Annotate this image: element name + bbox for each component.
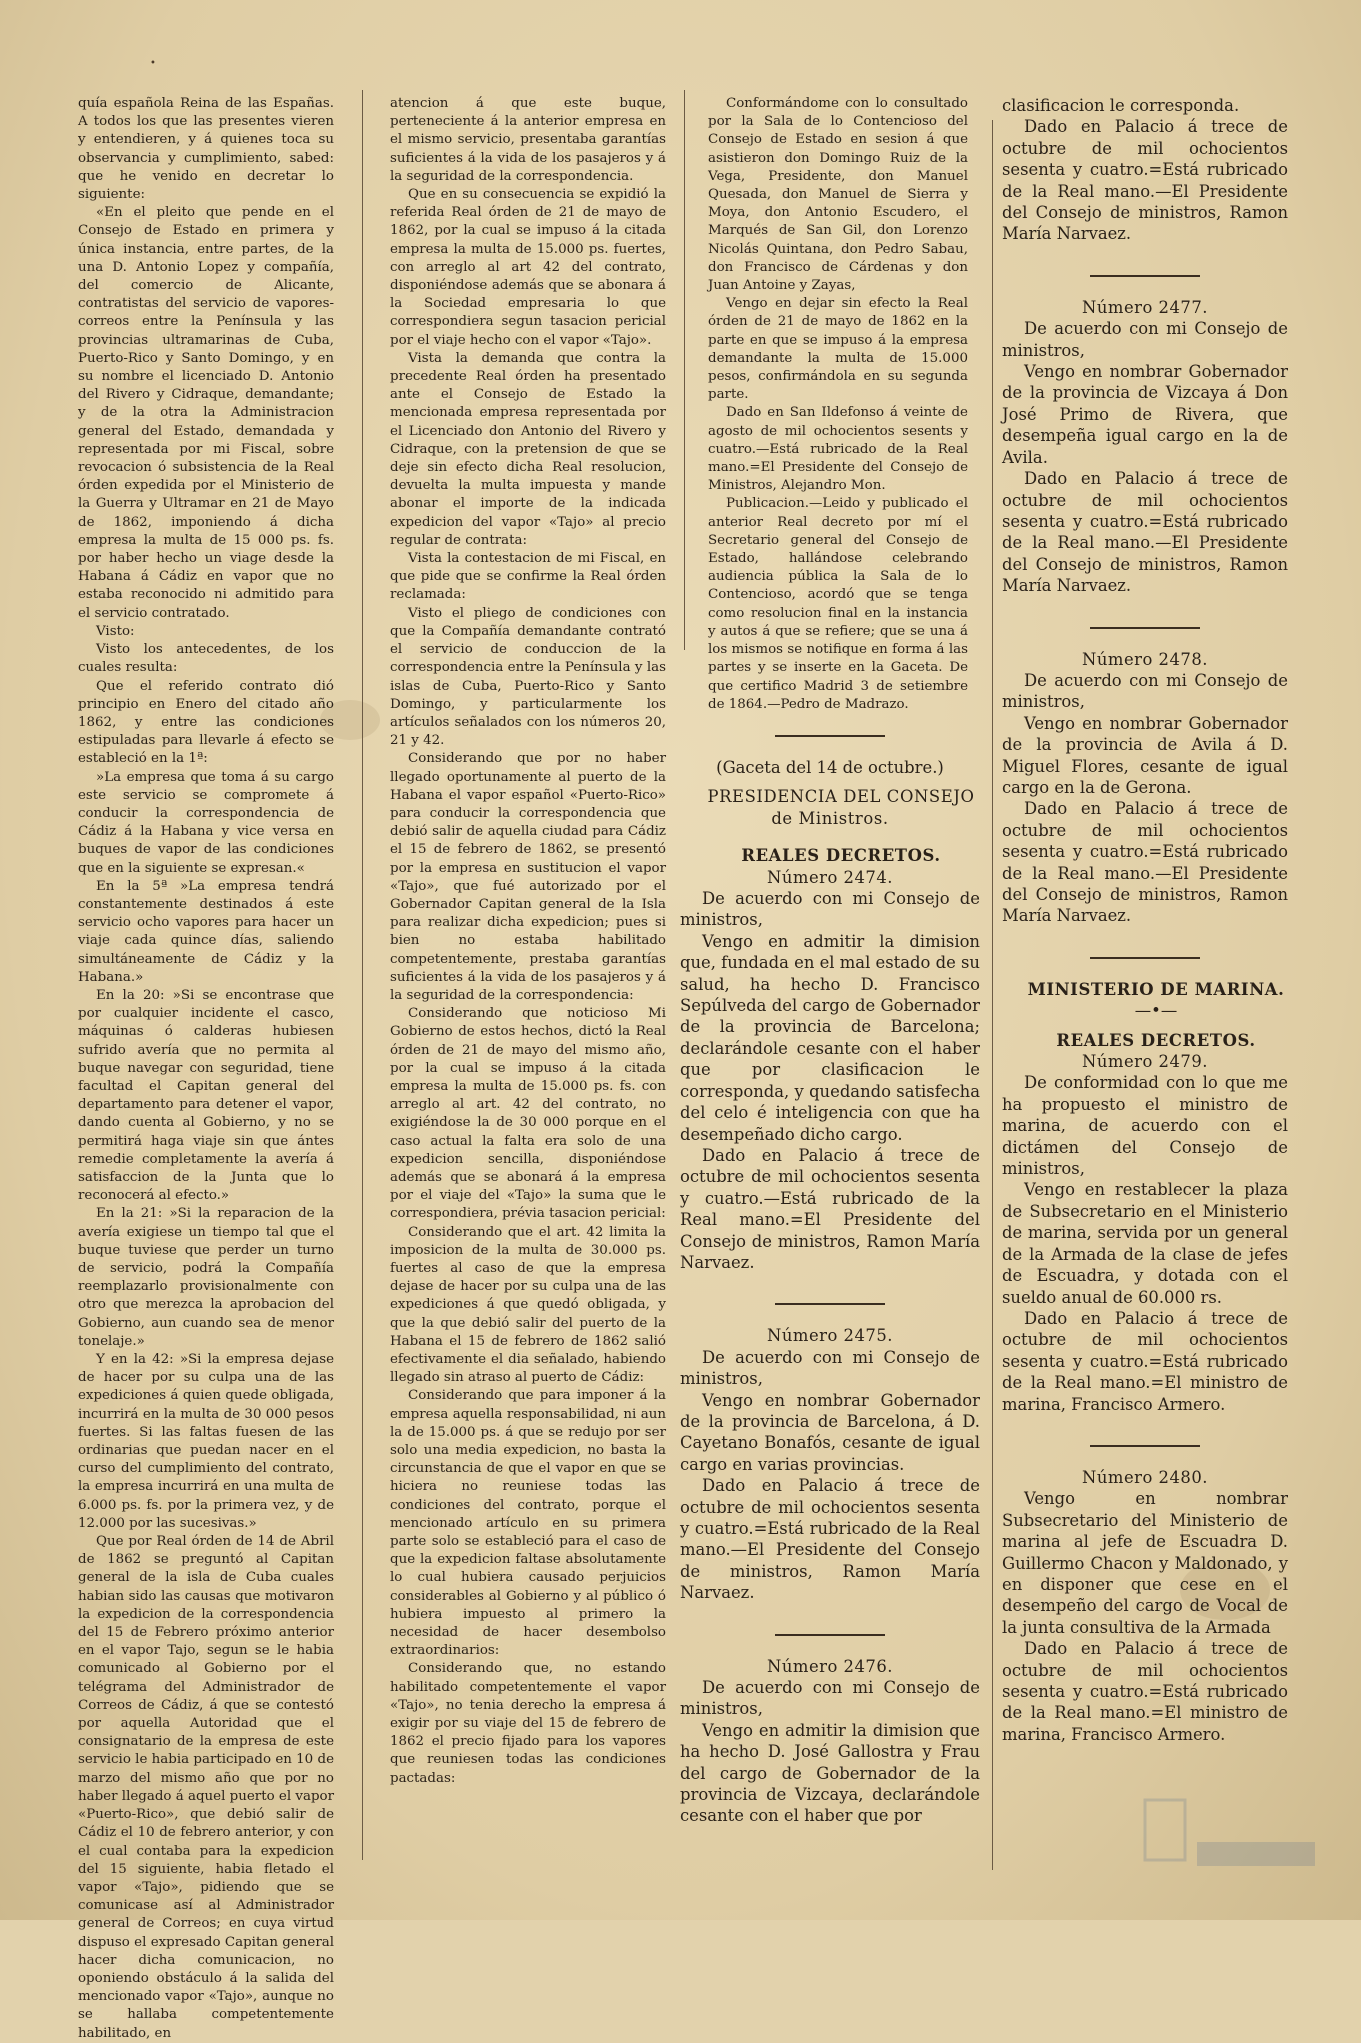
section-rule xyxy=(775,1303,885,1305)
paragraph: Que por Real órden de 14 de Abril de 1862 se preguntó al Capitan general de la isla de Cuba cuales habian sido las causas que motivaron la expedicion de la correspondencia del 15 de Febrero próximo anterior en el vapor Tajo, segun se le habia comunicado al Gobierno por el telégrama del Administrador de Correos de Cádiz, á que se contestó por aquella Autoridad que el consignatario de la empresa de este servicio le habia participado en 10 de marzo del mismo año que por no haber llegado á aquel puerto el vapor «Puerto-Rico», que debió salir de Cádiz el 10 de febrero anterior, y con el cual contaba para la expedicion del 15 siguiente, habia fletado el vapor «Tajo», pidiendo que se comunicase así al Administrador general de Correos; en cuya virtud dispuso el expresado Capitan general hacer dicha comunicacion, no oponiendo obstáculo á la salida del mencionado vapor «Tajo», aunque no se hallaba competentemente habilitado, en xyxy=(78,1534,334,2041)
paragraph: Dado en Palacio á trece de octubre de mil ochocientos sesenta y cuatro.=Está rubricado de la Real mano.—El Presidente del Consejo de ministros, Ramon María Narvaez. xyxy=(680,1476,980,1603)
paragraph: Vengo en nombrar Gobernador de la provincia de Barcelona, á D. Cayetano Bonafós, cesante de igual cargo en varias provincias. xyxy=(680,1390,980,1474)
decree-2479 xyxy=(1002,1051,1288,1415)
decree-2480 xyxy=(1002,1467,1288,1745)
column-1 xyxy=(78,95,334,2043)
paragraph: Dado en Palacio á trece de octubre de mil ochocientos sesenta y cuatro.=Está rubricado de la Real mano.—El Presidente del Consejo de ministros, Ramon María Narvaez. xyxy=(1002,117,1288,244)
column-3 xyxy=(708,95,968,714)
marina-separator: —•— xyxy=(1134,1001,1178,1021)
paragraph: Vengo en nombrar Gobernador de la provincia de Avila á D. Miguel Flores, cesante de igual cargo en la de Gerona. xyxy=(1002,713,1288,797)
paragraph: Dado en Palacio á trece de octubre de mil ochocientos sesenta y cuatro.=Está rubricado de la Real mano.—El Presidente del Consejo de ministros, Ramon María Narvaez. xyxy=(1002,799,1288,926)
decree-2475 xyxy=(680,1325,980,1603)
paragraph: Vengo en nombrar Subsecretario del Ministerio de marina al jefe de Escuadra D. Guillermo Chacon y Maldonado, y en disponer que cese en el desempeño del cargo de Vocal de la junta consultiva de la Armada xyxy=(1002,1489,1288,1637)
decree-number: Número 2475. xyxy=(767,1326,893,1346)
decree-2474 xyxy=(680,867,980,1274)
column-rule xyxy=(992,120,993,1870)
paragraph: Considerando que, no estando habilitado competentemente el vapor «Tajo», no tenia derecho la empresa á exigir por su viaje del 15 de febrero de 1862 el precio fijado para los vapores que reuniesen todas las condiciones pactadas: xyxy=(390,1661,666,1786)
paragraph: Dado en Palacio á trece de octubre de mil ochocientos sesenta y cuatro.=Está rubricado de la Real mano.=El ministro de marina, Francisco Armero. xyxy=(1002,1639,1288,1744)
paragraph: Que en su consecuencia se expidió la referida Real órden de 21 de mayo de 1862, por la cual se impuso á la citada empresa la multa de 15.000 ps. fuertes, con arreglo al art 42 del contrato, disponiéndose además que se abonara á la Sociedad empresaria lo que correspondiera segun tasacion pericial por el viaje hecho con el vapor «Tajo». xyxy=(390,187,666,348)
paragraph: quía española Reina de las Españas. A todos los que las presentes vieren y entendieren, y á quienes toca su observancia y cumplimiento, sabed: que he venido en decretar lo siguiente: xyxy=(78,96,334,203)
paragraph: Vista la contestacion de mi Fiscal, en que pide que se confirme la Real órden reclamada: xyxy=(390,551,666,603)
paragraph: Visto: xyxy=(96,623,135,639)
paragraph: Dado en Palacio á trece de octubre de mil ochocientos sesenta y cuatro.=Está rubricado de la Real mano.—El Presidente del Consejo de ministros, Ramon María Narvaez. xyxy=(1002,469,1288,596)
paragraph: De conformidad con lo que me ha propuesto el ministro de marina, de acuerdo con el dictámen del Consejo de ministros, xyxy=(1002,1073,1288,1179)
decree-2478 xyxy=(1002,649,1288,927)
paragraph: Vengo en admitir la dimision que ha hecho D. José Gallostra y Frau del cargo de Gobernador de la provincia de Vizcaya, declarándole cesante con el haber que por xyxy=(680,1720,980,1826)
paragraph: Publicacion.—Leido y publicado el anterior Real decreto por mí el Secretario general del Consejo de Estado, hallándose celebrando audiencia pública la Sala de lo Contencioso, acordó que se tenga como resolucion final en la instancia y autos á que se refiere; que se una á los mismos se notifique en forma á las partes y se inserte en la Gaceta. De que certifico Madrid 3 de setiembre de 1864.—Pedro de Madrazo. xyxy=(708,496,968,712)
column-4 xyxy=(1002,95,1288,1745)
paragraph: Vengo en admitir la dimision que, fundada en el mal estado de su salud, ha hecho D. Francisco Sepúlveda del cargo de Gobernador de la provincia de Barcelona; declarándole cesante con el haber que por clasificacion le corresponda, y quedando satisfecha del celo é inteligencia con que ha desempeñado dicho cargo. xyxy=(680,931,980,1144)
paragraph: Considerando que para imponer á la empresa aquella responsabilidad, ni aun la de 15.000 ps. á que se redujo por ser solo una media expedicion, no basta la circunstancia de que el vapor en que se hiciera no reuniese todas las condiciones del contrato, porque el mencionado artículo en su primera parte solo se estableció para el caso de que la expedicion faltase absolutamente lo cual hubiera causado perjuicios considerables al Gobierno y al público ó hubiera impuesto al primero la necesidad de hacer desembolso extraordinarios: xyxy=(390,1388,666,1659)
paragraph: Dado en Palacio á trece de octubre de mil ochocientos sesenta y cuatro.=Está rubricado de la Real mano.=El ministro de marina, Francisco Armero. xyxy=(1002,1308,1288,1414)
library-watermark xyxy=(1141,1790,1321,1880)
paragraph: Considerando que el art. 42 limita la imposicion de la multa de 30.000 ps. fuertes al caso de que la empresa dejase de hacer por su culpa una de las expediciones á que quedó obligada, y que la que debió salir del puerto de la Habana el 15 de febrero de 1862 salió efectivamente el dia señalado, habiendo llegado sin atraso al puerto de Cádiz: xyxy=(390,1224,666,1386)
section-rule xyxy=(1090,627,1200,629)
paragraph: En la 5ª »La empresa tendrá constantemente destinados á este servicio ocho vapores para hacer un viaje cada quince días, saliendo simultáneamente de Cádiz y la Habana.» xyxy=(78,878,334,985)
paragraph: De acuerdo con mi Consejo de ministros, xyxy=(1002,670,1288,712)
paragraph: Vengo en restablecer la plaza de Subsecretario en el Ministerio de marina, servida por un general de la Armada de la clase de jefes de Escuadra, y dotada con el sueldo anual de 60.000 rs. xyxy=(1002,1180,1288,1307)
paragraph: Vista la demanda que contra la precedente Real órden ha presentado ante el Consejo de Estado la mencionada empresa representada por el Licenciado don Antonio del Rivero y Cidraque, con la pretension de que se deje sin efecto dicha Real resolucion, devuelta la multa impuesta y mande abonar el importe de la indicada expedicion del vapor «Tajo» al precio regular de contrata: xyxy=(390,350,666,548)
decree-2476 xyxy=(680,1656,980,1827)
paragraph: Visto los antecedentes, de los cuales resulta: xyxy=(78,642,334,676)
paragraph: En la 20: »Si se encontrase que por cualquier incidente el casco, máquinas ó calderas hubiesen sufrido avería que no permita al buque navegar con seguridad, tiene facultad el Capitan general del departamento para detener el vapor, dando cuenta al Gobierno, y no se permitirá haga viaje sin que ántes remedie completamente la avería á satisfaccion de la Junta que lo reconocerá al efecto.» xyxy=(78,987,334,1204)
column-3-decrees xyxy=(680,735,980,1827)
marina-reales-decretos: REALES DECRETOS. xyxy=(1056,1030,1256,1050)
paragraph: En la 21: »Si la reparacion de la avería exigiese un tiempo tal que el buque tuviese que perder un turno de servicio, podrá la Compañía reemplazarlo provisionalmente con otro que merezca la aprobacion del Gobierno, aun cuando sea de menor tonelaje.» xyxy=(78,1206,334,1349)
decree-number: Número 2476. xyxy=(767,1656,893,1676)
paragraph: atencion á que este buque, perteneciente á la anterior empresa en el mismo servicio, presentaba garantías suficientes á la vida de los pasajeros y á la seguridad de la correspondencia. xyxy=(390,96,666,184)
column-rule xyxy=(684,90,685,650)
paragraph: Conformándome con lo consultado por la Sala de lo Contencioso del Consejo de Estado en sesion á que asistieron don Domingo Ruiz de la Vega, Presidente, don Manuel Quesada, don Manuel de Sierra y Moya, don Antonio Escudero, el Marqués de San Gil, don Lorenzo Nicolás Quintana, don Pedro Sabau, don Francisco de Cárdenas y don Juan Antoine y Zayas, xyxy=(708,96,968,294)
paragraph: »La empresa que toma á su cargo este servicio se compromete á conducir la correspondencia de Cádiz á la Habana y vice versa en buques de vapor de las condiciones que en la siguiente se expresan.« xyxy=(78,769,334,876)
paragraph: Dado en Palacio á trece de octubre de mil ochocientos sesenta y cuatro.—Está rubricado de la Real mano.=El Presidente del Consejo de ministros, Ramon María Narvaez. xyxy=(680,1145,980,1272)
paragraph: Vengo en dejar sin efecto la Real órden de 21 de mayo de 1862 en la parte en que se impuso á la empresa demandante la multa de 15.000 pesos, confirmándola en su segunda parte. xyxy=(708,296,968,403)
paragraph: De acuerdo con mi Consejo de ministros, xyxy=(680,1678,980,1719)
paragraph: Visto el pliego de condiciones con que la Compañía demandante contrató el servicio de conduccion de la correspondencia entre la Península y las islas de Cuba, Puerto-Rico y Santo Domingo, y particularmente los artículos señalados con los números 20, 21 y 42. xyxy=(390,605,666,749)
decree-number: Número 2479. xyxy=(1082,1052,1208,1072)
decree-number: Número 2478. xyxy=(1082,649,1208,669)
decree-2477 xyxy=(1002,297,1288,597)
section-rule xyxy=(775,1634,885,1636)
paragraph: De acuerdo con mi Consejo de ministros, xyxy=(1002,319,1288,360)
section-rule xyxy=(1090,275,1200,277)
section-rule xyxy=(1090,957,1200,959)
paragraph: Y en la 42: »Si la empresa dejase de hacer por su culpa una de las expediciones á quien quede obligada, incurrirá en la multa de 30 000 pesos fuertes. Si las faltas fuesen de las ordinarias que puedan nacer en el curso del cumplimiento del contrato, la empresa incurrirá en una multa de 6.000 ps. fs. por la primera vez, y de 12.000 por las sucesivas.» xyxy=(78,1352,334,1531)
paragraph: Vengo en nombrar Gobernador de la provincia de Vizcaya á Don José Primo de Rivera, que desempeña igual cargo en la de Avila. xyxy=(1002,362,1288,467)
column-2 xyxy=(390,95,666,1788)
margin-mark: • xyxy=(150,58,156,69)
paragraph: «En el pleito que pende en el Consejo de Estado en primera y única instancia, entre partes, de la una D. Antonio Lopez y compañía, del comercio de Alicante, contratistas del servicio de vapores- correos entre la Península y las provincias ultramarinas de Cuba, Puerto-Rico y Santo Domingo, y en su nombre el licenciado D. Antonio del Rivero y Cidraque, demandante; y de la otra la Administracion general del Estado, demandada y representada por mi Fiscal, sobre revocacion ó subsistencia de la Real órden expedida por el Ministerio de la Guerra y Ultramar en 21 de Mayo de 1862, imponiendo á dicha empresa la multa de 15 000 ps. fs. por haber hecho un viage desde la Habana á Cádiz en vapor que no estaba reconocido ni admitido para el servicio contratado. xyxy=(78,205,334,621)
gaceta-date: (Gaceta del 14 de octubre.) xyxy=(716,758,944,777)
paragraph: Dado en San Ildefonso á veinte de agosto de mil ochocientos sesents y cuatro.—Está rubricado de la Real mano.=El Presidente del Consejo de Ministros, Alejandro Mon. xyxy=(708,405,968,494)
section-rule xyxy=(775,735,885,737)
decree-number: Número 2480. xyxy=(1082,1467,1208,1487)
marina-heading: MINISTERIO DE MARINA. xyxy=(1027,979,1285,999)
paragraph: Considerando que por no haber llegado oportunamente al puerto de la Habana el vapor español «Puerto-Rico» para conducir la correspondencia que debió salir de aquella ciudad para Cádiz el 15 de febrero de 1862, se presentó por la empresa en sustitucion el vapor «Tajo», que fué autorizado por el Gobernador Capitan general de la Isla para realizar dicha expedicion; pues si bien no estaba habilitado competentemente, prestaba garantías suficientes á la vida de los pasajeros y á la seguridad de la correspondencia: xyxy=(390,751,666,1003)
paragraph: Considerando que noticioso Mi Gobierno de estos hechos, dictó la Real órden de 21 de mayo del mismo año, por la cual se impuso á la citada empresa la multa de 15.000 ps. fs. con arreglo al art. 42 del contrato, no exigiéndose la de 30 000 porque en el caso actual la falta era solo de una expedicion sencilla, disponiéndose además que se abonará á la empresa por el viaje del «Tajo» la suma que le correspondiera, prévia tasacion pericial: xyxy=(390,1006,666,1222)
paragraph: De acuerdo con mi Consejo de ministros, xyxy=(680,1347,980,1389)
decree-number: Número 2477. xyxy=(1082,297,1208,317)
decree-number: Número 2474. xyxy=(767,867,893,887)
reales-decretos-heading: REALES DECRETOS. xyxy=(741,846,941,866)
column-rule xyxy=(362,90,363,1860)
paragraph: De acuerdo con mi Consejo de ministros, xyxy=(680,889,980,930)
paragraph: clasificacion le corresponda. xyxy=(1002,96,1240,115)
section-rule xyxy=(1090,1445,1200,1447)
presidencia-heading: PRESIDENCIA DEL CONSEJO de Ministros. xyxy=(707,787,975,828)
paragraph: Que el referido contrato dió principio en Enero del citado año 1862, y entre las condiciones estipuladas para llevarle á efecto se estableció en la 1ª: xyxy=(78,678,334,767)
